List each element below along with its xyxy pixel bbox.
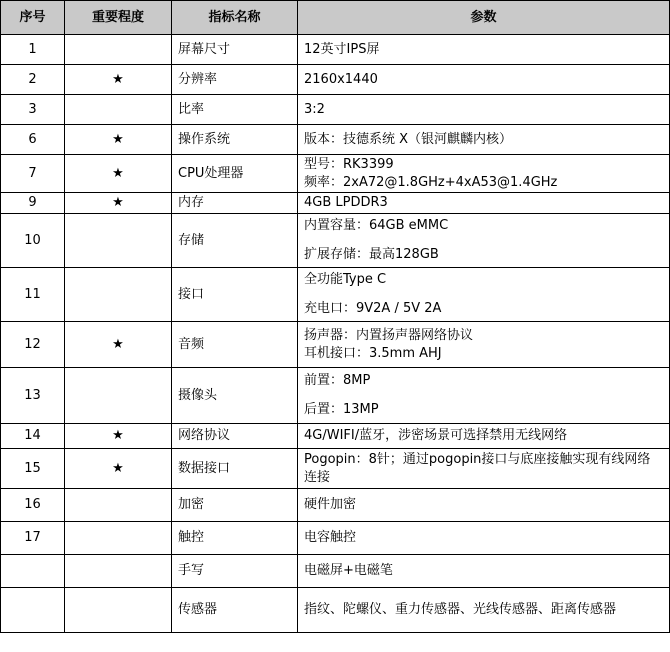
- table-row: [1, 193, 670, 214]
- parameter-cell: [298, 522, 670, 555]
- row-index: 9: [1, 193, 65, 214]
- parameter-line: 硬件加密: [304, 497, 357, 512]
- parameter-line: 型号：RK3399: [304, 156, 394, 172]
- star-icon: ★: [65, 125, 172, 155]
- table-row: [1, 35, 670, 65]
- metric-name: 音频: [172, 322, 298, 368]
- table-row: [1, 125, 670, 155]
- parameter-line: 12英寸IPS屏: [304, 41, 380, 57]
- metric-name: 数据接口: [172, 449, 298, 489]
- star-icon: ★: [65, 193, 172, 214]
- parameter-cell: [298, 368, 670, 424]
- row-index: [1, 588, 65, 633]
- header-index: 序号: [1, 1, 65, 35]
- metric-name: 存储: [172, 214, 298, 268]
- parameter-line: 4G/WIFI/蓝牙，涉密场景可选择禁用无线网络: [304, 428, 568, 443]
- row-index: 3: [1, 95, 65, 125]
- importance-cell: [65, 214, 172, 268]
- importance-cell: [65, 555, 172, 588]
- table-header-row: [1, 1, 670, 35]
- table-row: [1, 65, 670, 95]
- parameter-line: 前置：8MP: [304, 373, 371, 388]
- metric-name: 操作系统: [172, 125, 298, 155]
- row-index: 11: [1, 268, 65, 322]
- parameter-line: 内置容量：64GB eMMC: [304, 218, 449, 233]
- importance-cell: [65, 522, 172, 555]
- row-index: 14: [1, 424, 65, 449]
- parameter-cell: [298, 155, 670, 193]
- table-row: [1, 522, 670, 555]
- parameter-line: 指纹、陀螺仪、重力传感器、光线传感器、距离传感器: [304, 602, 617, 617]
- parameter-cell: [298, 588, 670, 633]
- importance-cell: [65, 268, 172, 322]
- row-index: 6: [1, 125, 65, 155]
- star-icon: ★: [65, 424, 172, 449]
- table-row: [1, 555, 670, 588]
- parameter-line: 扬声器：内置扬声器网络协议: [304, 327, 474, 343]
- row-index: 10: [1, 214, 65, 268]
- table-row: [1, 368, 670, 424]
- table-row: [1, 322, 670, 368]
- table-row: [1, 214, 670, 268]
- importance-cell: [65, 489, 172, 522]
- table-row: [1, 449, 670, 489]
- parameter-cell: [298, 65, 670, 95]
- parameter-cell: [298, 95, 670, 125]
- parameter-line: 后置：13MP: [304, 402, 379, 417]
- header-metric-name: 指标名称: [172, 1, 298, 35]
- star-icon: ★: [65, 155, 172, 193]
- row-index: 7: [1, 155, 65, 193]
- metric-name: CPU处理器: [172, 155, 298, 193]
- parameter-cell: [298, 35, 670, 65]
- metric-name: 触控: [172, 522, 298, 555]
- table-row: [1, 95, 670, 125]
- table-row: [1, 268, 670, 322]
- row-index: 2: [1, 65, 65, 95]
- metric-name: 内存: [172, 193, 298, 214]
- metric-name: 摄像头: [172, 368, 298, 424]
- table-row: [1, 489, 670, 522]
- parameter-line: 4GB LPDDR3: [304, 195, 388, 210]
- parameter-line: 电容触控: [304, 530, 357, 545]
- parameter-cell: [298, 193, 670, 214]
- parameter-cell: [298, 214, 670, 268]
- table-row: [1, 155, 670, 193]
- parameter-line: 频率：2xA72@1.8GHz+4xA53@1.4GHz: [304, 174, 558, 190]
- parameter-cell: [298, 322, 670, 368]
- metric-name: 分辨率: [172, 65, 298, 95]
- parameter-line: 充电口：9V2A / 5V 2A: [304, 301, 442, 316]
- row-index: 1: [1, 35, 65, 65]
- table-row: [1, 588, 670, 633]
- row-index: 17: [1, 522, 65, 555]
- importance-cell: [65, 368, 172, 424]
- parameter-line: 全功能Type C: [304, 272, 387, 287]
- metric-name: 传感器: [172, 588, 298, 633]
- importance-cell: [65, 95, 172, 125]
- row-index: 12: [1, 322, 65, 368]
- parameter-cell: [298, 268, 670, 322]
- metric-name: 比率: [172, 95, 298, 125]
- header-importance: 重要程度: [65, 1, 172, 35]
- star-icon: ★: [65, 65, 172, 95]
- parameter-line: 版本：技德系统 X（银河麒麟内核）: [304, 131, 513, 147]
- metric-name: 加密: [172, 489, 298, 522]
- row-index: 16: [1, 489, 65, 522]
- row-index: [1, 555, 65, 588]
- parameter-line: Pogopin：8针；通过pogopin接口与底座接触实现有线网络连接: [304, 451, 651, 485]
- importance-cell: [65, 588, 172, 633]
- table-body: [1, 35, 670, 633]
- row-index: 13: [1, 368, 65, 424]
- parameter-cell: [298, 555, 670, 588]
- parameter-cell: [298, 424, 670, 449]
- parameter-line: 扩展存储：最高128GB: [304, 247, 439, 262]
- metric-name: 手写: [172, 555, 298, 588]
- parameter-line: 3:2: [304, 101, 325, 117]
- parameter-line: 电磁屏+电磁笔: [304, 563, 393, 578]
- parameter-line: 耳机接口：3.5mm AHJ: [304, 345, 442, 361]
- parameter-cell: [298, 125, 670, 155]
- header-parameters: 参数: [298, 1, 670, 35]
- parameter-line: 2160x1440: [304, 71, 378, 87]
- table-row: [1, 424, 670, 449]
- row-index: 15: [1, 449, 65, 489]
- metric-name: 屏幕尺寸: [172, 35, 298, 65]
- star-icon: ★: [65, 449, 172, 489]
- star-icon: ★: [65, 322, 172, 368]
- metric-name: 接口: [172, 268, 298, 322]
- metric-name: 网络协议: [172, 424, 298, 449]
- parameter-cell: [298, 489, 670, 522]
- importance-cell: [65, 35, 172, 65]
- parameter-cell: [298, 449, 670, 489]
